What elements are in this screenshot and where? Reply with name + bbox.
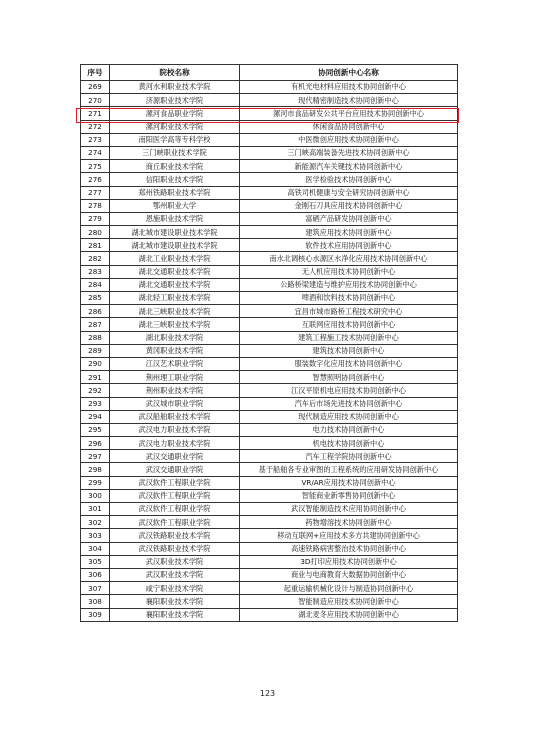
cell-center: 软件技术应用协同创新中心 <box>240 239 458 252</box>
cell-college: 湖北三峡职业技术学院 <box>110 305 240 318</box>
cell-college: 湖北职业技术学院 <box>110 331 240 344</box>
header-serial: 序号 <box>81 65 110 81</box>
cell-center: 有机光电材料应用技术协同创新中心 <box>240 81 458 94</box>
cell-center: 江汉平原机电应用技术协同创新中心 <box>240 384 458 397</box>
cell-center: 商业与电商教育大数据协同创新中心 <box>240 568 458 581</box>
cell-serial: 299 <box>81 476 110 489</box>
cell-college: 武汉铁路职业技术学院 <box>110 542 240 555</box>
cell-serial: 289 <box>81 344 110 357</box>
cell-center: 富硒产品研发协同创新中心 <box>240 212 458 225</box>
cell-college: 武汉软件工程职业学院 <box>110 476 240 489</box>
cell-center: 无人机应用技术协同创新中心 <box>240 265 458 278</box>
table-row <box>81 542 458 555</box>
cell-center: 休闲食品协同创新中心 <box>240 120 458 133</box>
table-row <box>81 357 458 370</box>
cell-college: 湖北工业职业技术学院 <box>110 252 240 265</box>
cell-serial: 290 <box>81 357 110 370</box>
cell-center: 金刚石刀具应用技术协同创新中心 <box>240 199 458 212</box>
cell-college: 漯河食品职业学院 <box>110 107 240 120</box>
cell-serial: 279 <box>81 212 110 225</box>
cell-center: 公路桥梁建造与维护应用技术协同创新中心 <box>240 278 458 291</box>
table-body <box>81 81 458 622</box>
cell-college: 漯河职业技术学院 <box>110 120 240 133</box>
cell-center: 漯河市食品研发公共平台应用技术协同创新中心 <box>240 107 458 120</box>
cell-college: 黄河水利职业技术学院 <box>110 81 240 94</box>
cell-college: 商丘职业技术学院 <box>110 160 240 173</box>
cell-center: 啤酒和饮料技术协同创新中心 <box>240 292 458 305</box>
cell-center: VR/AR应用技术协同创新中心 <box>240 476 458 489</box>
cell-serial: 304 <box>81 542 110 555</box>
cell-college: 鄂州职业大学 <box>110 199 240 212</box>
table-row <box>81 252 458 265</box>
cell-serial: 269 <box>81 81 110 94</box>
cell-center: 高铁司机健康与安全研究协同创新中心 <box>240 186 458 199</box>
table-row <box>81 410 458 423</box>
cell-college: 湖北交通职业技术学院 <box>110 265 240 278</box>
cell-serial: 306 <box>81 568 110 581</box>
cell-center: 智能商业新零售协同创新中心 <box>240 489 458 502</box>
cell-serial: 277 <box>81 186 110 199</box>
table-row <box>81 265 458 278</box>
cell-college: 江汉艺术职业学院 <box>110 357 240 370</box>
cell-serial: 280 <box>81 226 110 239</box>
cell-center: 中医微创应用技术协同创新中心 <box>240 133 458 146</box>
cell-center: 汽车工程学院协同创新中心 <box>240 450 458 463</box>
cell-center: 湖北麦冬应用技术协同创新中心 <box>240 608 458 621</box>
cell-college: 湖北交通职业技术学院 <box>110 278 240 291</box>
cell-serial: 309 <box>81 608 110 621</box>
table-row <box>81 133 458 146</box>
cell-college: 湖北城市建设职业技术学院 <box>110 239 240 252</box>
cell-college: 武汉软件工程职业学院 <box>110 516 240 529</box>
cell-college: 湖北轻工职业技术学院 <box>110 292 240 305</box>
table-row <box>81 450 458 463</box>
table-row <box>81 186 458 199</box>
table-row <box>81 555 458 568</box>
cell-college: 黄冈职业技术学院 <box>110 344 240 357</box>
table-row <box>81 292 458 305</box>
cell-serial: 274 <box>81 146 110 159</box>
table-row <box>81 278 458 291</box>
cell-serial: 298 <box>81 463 110 476</box>
cell-center: 智能制造应用技术协同创新中心 <box>240 595 458 608</box>
cell-serial: 283 <box>81 265 110 278</box>
table-row <box>81 463 458 476</box>
cell-serial: 284 <box>81 278 110 291</box>
cell-center: 建筑技术协同创新中心 <box>240 344 458 357</box>
cell-serial: 295 <box>81 423 110 436</box>
cell-center: 新能源汽车关键技术协同创新中心 <box>240 160 458 173</box>
header-college: 院校名称 <box>110 65 240 81</box>
cell-serial: 271 <box>81 107 110 120</box>
cell-center: 三门峡高端装备先进技术协同创新中心 <box>240 146 458 159</box>
cell-serial: 302 <box>81 516 110 529</box>
cell-center: 高速铁路病害整治技术协同创新中心 <box>240 542 458 555</box>
header-center: 协同创新中心名称 <box>240 65 458 81</box>
cell-center: 智慧照明协同创新中心 <box>240 371 458 384</box>
table-row <box>81 305 458 318</box>
cell-serial: 272 <box>81 120 110 133</box>
cell-center: 现代精密制造技术协同创新中心 <box>240 94 458 107</box>
cell-center: 电力技术协同创新中心 <box>240 423 458 436</box>
cell-serial: 276 <box>81 173 110 186</box>
table-row <box>81 608 458 621</box>
table-row <box>81 384 458 397</box>
cell-college: 武汉城市职业学院 <box>110 397 240 410</box>
cell-center: 南水北调核心水源区水净化应用技术协同创新中心 <box>240 252 458 265</box>
table-row <box>81 529 458 542</box>
cell-college: 武汉电力职业技术学院 <box>110 423 240 436</box>
college-innovation-center-table <box>80 64 458 622</box>
table-row <box>81 437 458 450</box>
cell-serial: 292 <box>81 384 110 397</box>
page-number: 123 <box>259 689 276 698</box>
cell-serial: 282 <box>81 252 110 265</box>
table-row <box>81 423 458 436</box>
cell-center: 汽车后市场先进技术协同创新中心 <box>240 397 458 410</box>
table-row <box>81 94 458 107</box>
cell-serial: 285 <box>81 292 110 305</box>
cell-college: 恩施职业技术学院 <box>110 212 240 225</box>
cell-serial: 281 <box>81 239 110 252</box>
table-row <box>81 344 458 357</box>
table-row <box>81 81 458 94</box>
cell-serial: 296 <box>81 437 110 450</box>
table-row <box>81 331 458 344</box>
cell-serial: 288 <box>81 331 110 344</box>
cell-serial: 294 <box>81 410 110 423</box>
cell-college: 襄阳职业技术学院 <box>110 595 240 608</box>
cell-college: 湖北三峡职业技术学院 <box>110 318 240 331</box>
table-row <box>81 397 458 410</box>
cell-college: 信阳职业技术学院 <box>110 173 240 186</box>
cell-center: 起重运输机械化设计与制造协同创新中心 <box>240 582 458 595</box>
cell-center: 宜昌市城市路桥工程技术研究中心 <box>240 305 458 318</box>
cell-serial: 307 <box>81 582 110 595</box>
cell-center: 基于船舶各专业审图的工程系统的应用研发协同创新中心 <box>240 463 458 476</box>
cell-serial: 308 <box>81 595 110 608</box>
cell-serial: 273 <box>81 133 110 146</box>
cell-serial: 287 <box>81 318 110 331</box>
cell-college: 荆州职业技术学院 <box>110 384 240 397</box>
cell-college: 武汉软件工程职业学院 <box>110 503 240 516</box>
cell-serial: 286 <box>81 305 110 318</box>
cell-college: 武汉软件工程职业学院 <box>110 489 240 502</box>
cell-serial: 293 <box>81 397 110 410</box>
cell-serial: 291 <box>81 371 110 384</box>
cell-college: 郑州铁路职业技术学院 <box>110 186 240 199</box>
cell-serial: 270 <box>81 94 110 107</box>
cell-college: 荆州理工职业学院 <box>110 371 240 384</box>
cell-center: 药物增溶技术协同创新中心 <box>240 516 458 529</box>
table-row <box>81 120 458 133</box>
cell-college: 武汉职业技术学院 <box>110 568 240 581</box>
cell-college: 济源职业技术学院 <box>110 94 240 107</box>
cell-center: 移动互联网+应用技术多方共建协同创新中心 <box>240 529 458 542</box>
cell-serial: 297 <box>81 450 110 463</box>
cell-college: 湖北城市建设职业技术学院 <box>110 226 240 239</box>
cell-college: 武汉电力职业技术学院 <box>110 437 240 450</box>
cell-center: 服装数字化应用技术协同创新中心 <box>240 357 458 370</box>
table-row <box>81 489 458 502</box>
cell-center: 建筑应用技术协同创新中心 <box>240 226 458 239</box>
cell-college: 武汉交通职业学院 <box>110 463 240 476</box>
cell-college: 武汉船舶职业技术学院 <box>110 410 240 423</box>
table-row <box>81 516 458 529</box>
cell-center: 机电技术协同创新中心 <box>240 437 458 450</box>
cell-college: 武汉铁路职业技术学院 <box>110 529 240 542</box>
table-row <box>81 160 458 173</box>
table-row <box>81 226 458 239</box>
table-row <box>81 173 458 186</box>
cell-center: 武汉智能制造技术应用协同创新中心 <box>240 503 458 516</box>
cell-college: 武汉职业技术学院 <box>110 555 240 568</box>
cell-center: 建筑工程施工技术协同创新中心 <box>240 331 458 344</box>
table-row <box>81 503 458 516</box>
cell-center: 3D打印应用技术协同创新中心 <box>240 555 458 568</box>
cell-college: 三门峡职业技术学院 <box>110 146 240 159</box>
cell-serial: 303 <box>81 529 110 542</box>
table-header-row <box>81 65 458 81</box>
cell-serial: 301 <box>81 503 110 516</box>
cell-center: 医学检验技术协同创新中心 <box>240 173 458 186</box>
table-row <box>81 146 458 159</box>
cell-college: 襄阳职业技术学院 <box>110 608 240 621</box>
table-row <box>81 476 458 489</box>
cell-college: 武汉交通职业学院 <box>110 450 240 463</box>
table-row <box>81 582 458 595</box>
table-row <box>81 107 458 120</box>
table-row <box>81 568 458 581</box>
table-row <box>81 199 458 212</box>
cell-serial: 305 <box>81 555 110 568</box>
table-row <box>81 371 458 384</box>
cell-center: 互联网应用技术协同创新中心 <box>240 318 458 331</box>
cell-center: 现代制造应用技术协同创新中心 <box>240 410 458 423</box>
cell-serial: 275 <box>81 160 110 173</box>
cell-serial: 300 <box>81 489 110 502</box>
cell-college: 咸宁职业技术学院 <box>110 582 240 595</box>
cell-college: 南阳医学高等专科学校 <box>110 133 240 146</box>
table-row <box>81 212 458 225</box>
cell-serial: 278 <box>81 199 110 212</box>
table-row <box>81 318 458 331</box>
table-row <box>81 239 458 252</box>
table-row <box>81 595 458 608</box>
